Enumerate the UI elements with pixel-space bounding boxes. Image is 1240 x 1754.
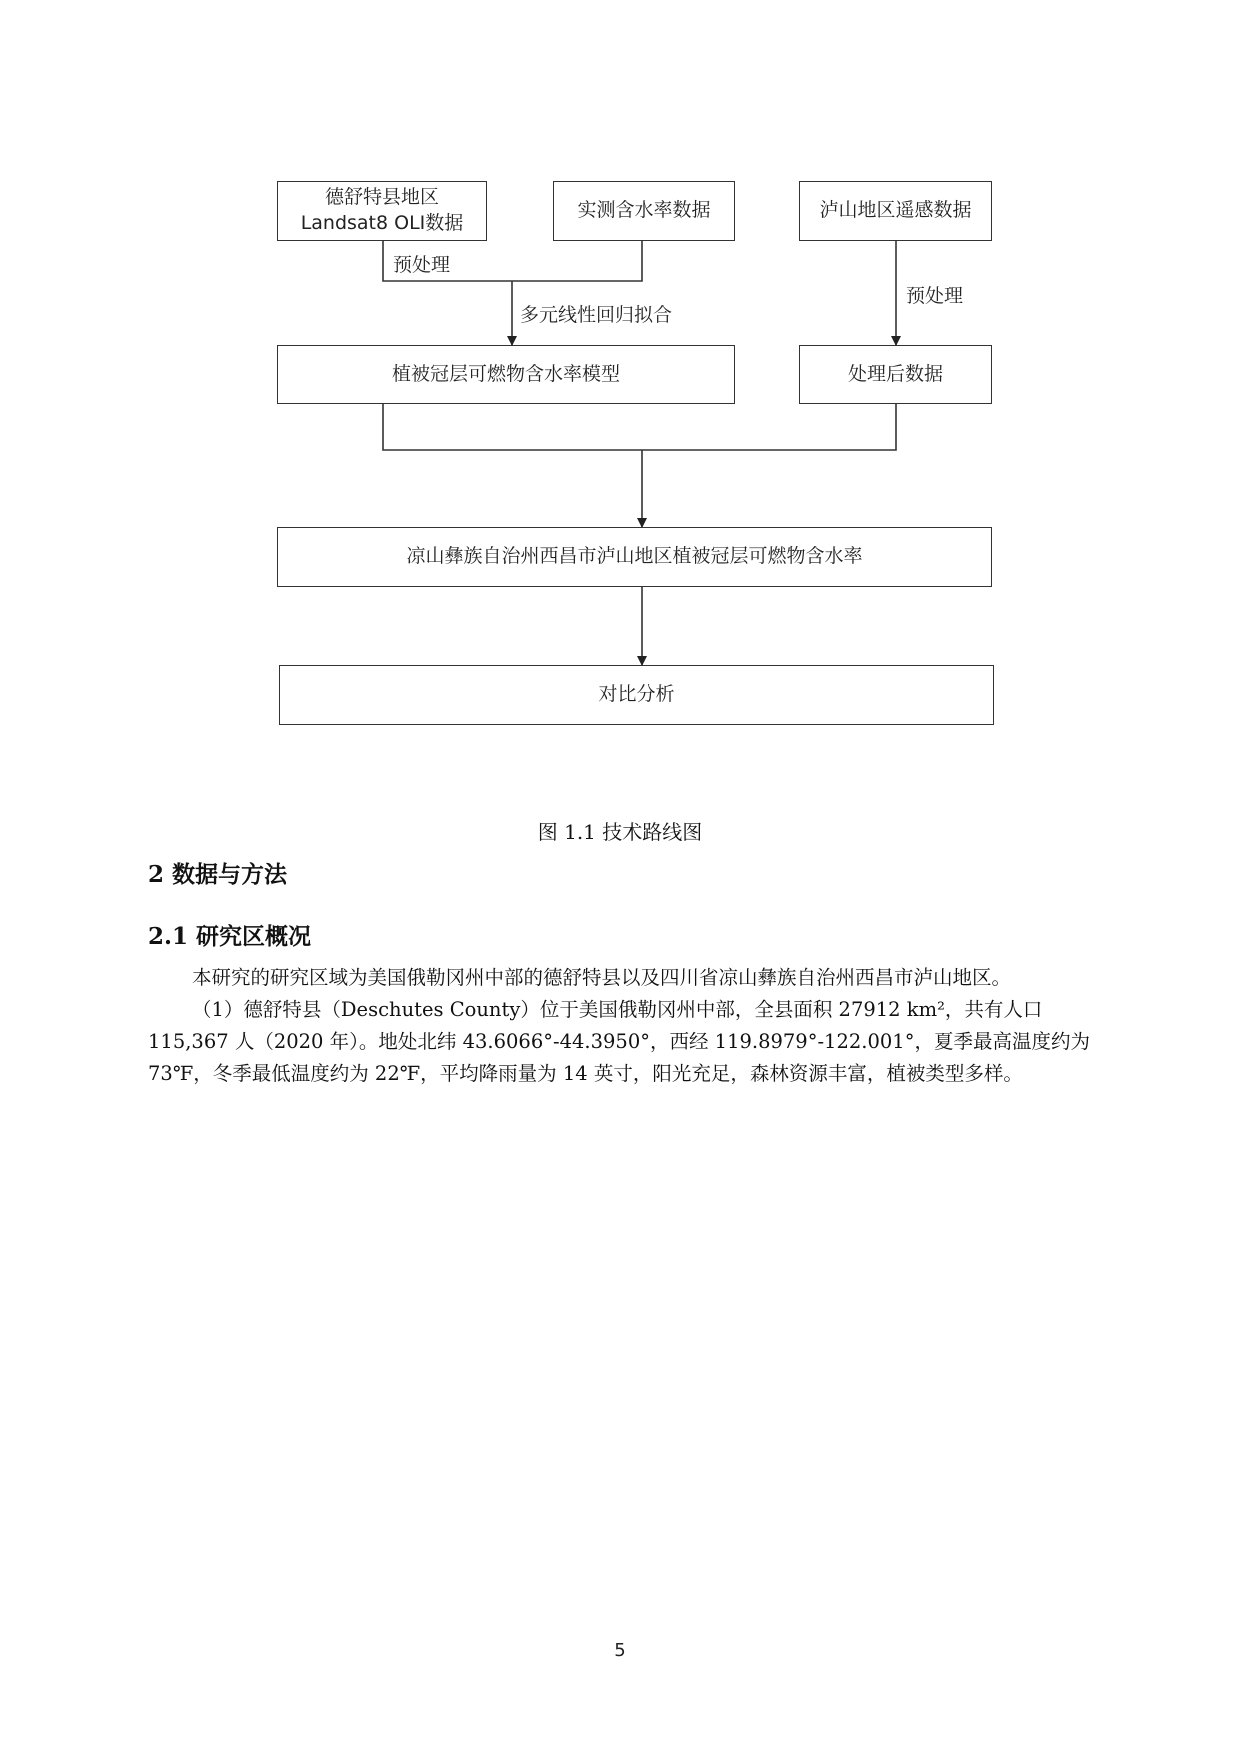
label-preprocess-left: 预处理 bbox=[393, 254, 451, 276]
box-measured-label: 实测含水率数据 bbox=[577, 199, 711, 222]
box-lushan-label: 泸山地区遥感数据 bbox=[819, 199, 972, 222]
box-processed-label: 处理后数据 bbox=[847, 362, 943, 385]
box-result-label: 凉山彝族自治州西昌市泸山地区植被冠层可燃物含水率 bbox=[406, 545, 863, 568]
label-preprocess-right: 预处理 bbox=[906, 285, 964, 307]
label-regression: 多元线性回归拟合 bbox=[520, 304, 673, 326]
page-number: 5 bbox=[614, 1640, 626, 1661]
paragraph-study-area bbox=[148, 962, 1098, 1090]
box-landsat-data bbox=[277, 181, 487, 241]
box-landsat-line1: 德舒特县地区 bbox=[324, 186, 439, 209]
paragraph-line: （1）德舒特县（Deschutes County）位于美国俄勒冈州中部，全县面积 27912 km²，共有人口 bbox=[192, 998, 1043, 1021]
box-model-label: 植被冠层可燃物含水率模型 bbox=[391, 362, 620, 385]
box-processed-data bbox=[799, 345, 992, 404]
figure-caption: 图 1.1 技术路线图 bbox=[537, 820, 703, 844]
subsection-heading: 2.1 研究区概况 bbox=[148, 923, 312, 950]
box-measured-moisture bbox=[553, 181, 735, 241]
paragraph-line: 73℉，冬季最低温度约为 22℉，平均降雨量为 14 英寸，阳光充足，森林资源丰富，植被类型多样。 bbox=[148, 1062, 1023, 1085]
box-landsat-line2: Landsat8 OLI数据 bbox=[300, 212, 464, 234]
box-compare-analysis bbox=[279, 665, 994, 725]
box-lushan-remote-sensing bbox=[799, 181, 992, 241]
section-heading: 2 数据与方法 bbox=[148, 861, 288, 888]
paragraph-line: 115,367 人（2020 年）。地处北纬 43.6066°-44.3950°，西经 119.8979°-122.001°，夏季最高温度约为 bbox=[148, 1030, 1090, 1053]
box-compare-label: 对比分析 bbox=[598, 683, 675, 706]
box-result-moisture bbox=[277, 527, 992, 587]
paragraph-line: 本研究的研究区域为美国俄勒冈州中部的德舒特县以及四川省凉山彝族自治州西昌市泸山地区。 bbox=[192, 966, 1012, 989]
connector-merge-bracket bbox=[383, 404, 896, 450]
box-moisture-model bbox=[277, 345, 735, 404]
